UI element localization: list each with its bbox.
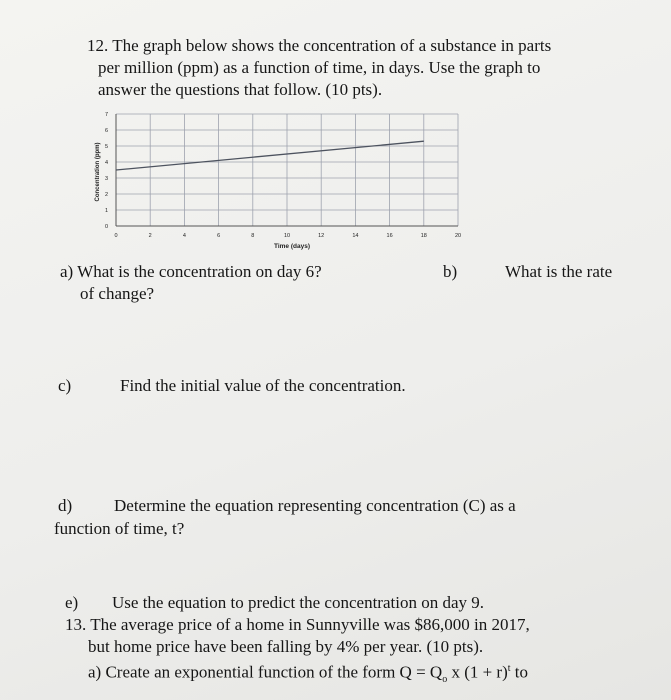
q13-formula-prefix: a) Create an exponential function of the form Q = Q — [88, 662, 443, 682]
question-c-label: c) — [58, 376, 72, 395]
question-d-text: Determine the equation representing concentration (C) as a — [114, 496, 516, 515]
y-tick-3: 3 — [104, 176, 108, 182]
concentration-chart — [88, 104, 478, 254]
q13-line-3 — [88, 658, 528, 691]
chart-series — [116, 141, 424, 170]
question-e-text: Use the equation to predict the concentration on day 9. — [112, 593, 484, 612]
y-tick-0: 0 — [104, 224, 108, 230]
question-b-text: What is the rate — [505, 262, 613, 281]
q13-line-1: 13. The average price of a home in Sunnyville was $86,000 in 2017, — [65, 615, 530, 634]
q12-line-2: per million (ppm) as a function of time, in days. Use the graph to — [98, 58, 541, 77]
x-tick-labels — [114, 233, 461, 239]
x-tick-20: 20 — [454, 233, 462, 239]
y-tick-7: 7 — [104, 112, 108, 118]
x-tick-8: 8 — [251, 233, 255, 239]
y-tick-1: 1 — [104, 208, 108, 214]
q13-formula-end: to — [510, 662, 529, 682]
q12-line-3: answer the questions that follow. (10 pts). — [98, 80, 383, 99]
x-tick-16: 16 — [386, 233, 393, 239]
y-tick-2: 2 — [104, 192, 108, 198]
question-a-label: a) — [60, 262, 74, 281]
x-tick-10: 10 — [283, 233, 291, 239]
question-d-line-2: function of time, t? — [54, 519, 185, 538]
y-tick-6: 6 — [104, 128, 108, 134]
y-tick-5: 5 — [104, 144, 108, 150]
question-d-label: d) — [58, 496, 73, 515]
x-tick-12: 12 — [318, 233, 325, 239]
x-tick-6: 6 — [217, 233, 221, 239]
x-tick-4: 4 — [182, 233, 186, 239]
x-tick-2: 2 — [148, 233, 152, 239]
x-tick-0: 0 — [114, 233, 118, 239]
y-tick-4: 4 — [104, 160, 108, 166]
question-b-label: b) — [443, 262, 458, 281]
series-line-concentration — [116, 141, 424, 170]
y-axis-label: Concentration (ppm) — [95, 142, 101, 202]
question-a — [60, 261, 322, 283]
question-a-text: What is the concentration on day 6? — [77, 262, 322, 281]
x-tick-14: 14 — [352, 233, 359, 239]
chart-grid — [116, 114, 458, 226]
question-c-text: Find the initial value of the concentration. — [120, 376, 406, 395]
y-tick-labels — [105, 112, 108, 230]
q13-superscript-t: t — [507, 663, 511, 674]
x-axis-label: Time (days) — [273, 243, 311, 250]
x-tick-18: 18 — [420, 233, 427, 239]
question-a-line-2: of change? — [80, 284, 155, 303]
question-e-label: e) — [65, 593, 79, 612]
q13-line-2: but home price have been falling by 4% per year. (10 pts). — [88, 637, 484, 656]
q13-subscript-zero: o — [442, 674, 448, 686]
q13-formula-mid: x (1 + r) — [447, 662, 508, 682]
q12-line-1: 12. The graph below shows the concentration of a substance in parts — [87, 36, 552, 55]
